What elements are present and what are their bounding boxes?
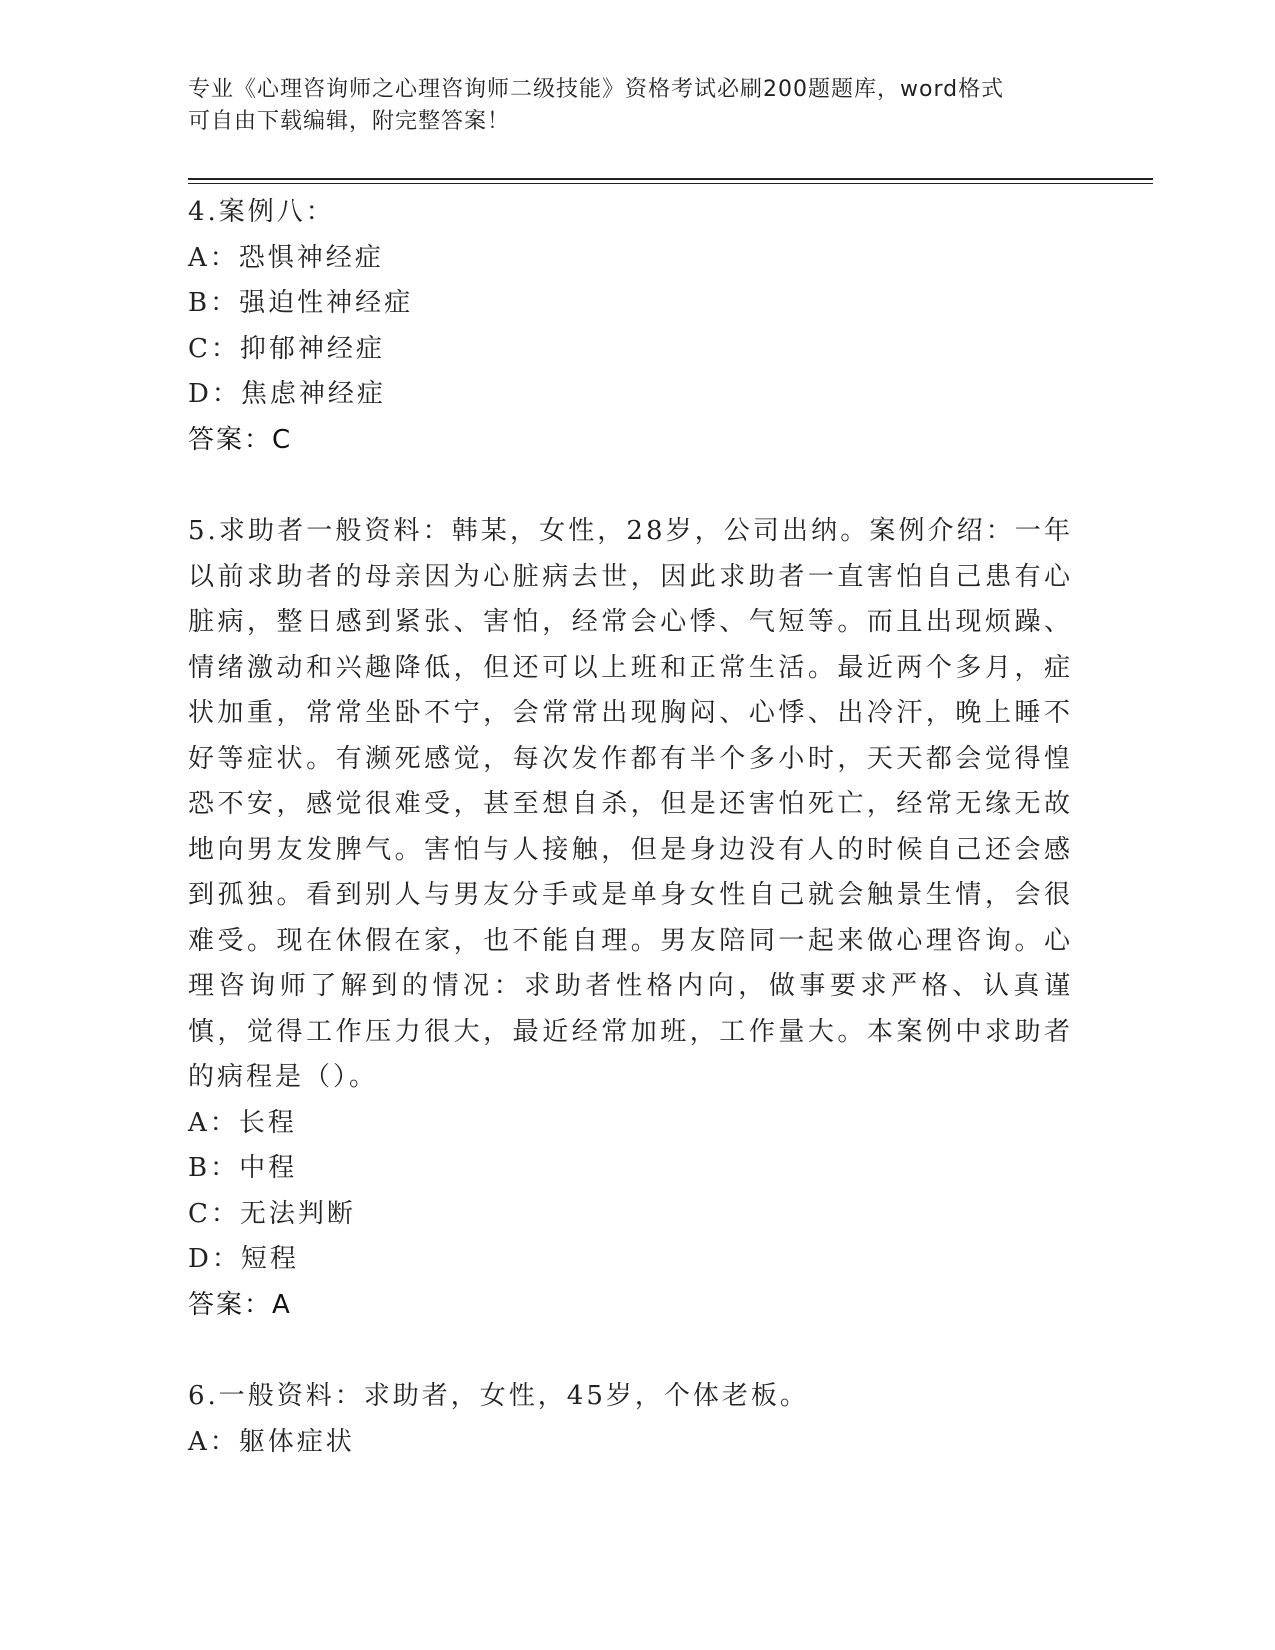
header-title-line-2: 可自由下载编辑，附完整答案！ [188,109,511,134]
option-c: C：抑郁神经症 [188,333,385,364]
option-c: C：无法判断 [188,1198,356,1229]
answer-line: 答案：C [188,424,293,455]
question-list [188,190,1073,1465]
header-title-line-1: 专业《心理咨询师之心理咨询师二级技能》资格考试必刷200题题库，word格式 [188,77,1005,102]
option-a: A：恐惧神经症 [188,242,384,273]
question-spacer [188,463,1073,509]
question-spacer [188,1328,1073,1374]
document-header [188,74,1068,138]
question-4 [188,190,1073,463]
option-a: A：躯体症状 [188,1426,355,1457]
header-divider-thick [188,178,1153,180]
question-stem: 5.求助者一般资料：韩某，女性，28岁，公司出纳。案例介绍：一年以前求助者的母亲因为心脏病去世，因此求助者一直害怕自己患有心脏病，整日感到紧张、害怕，经常会心悸、气短等。而且出现烦躁、情绪激动和兴趣降低，但还可以上班和正常生活。最近两个多月，症状加重，常常坐卧不宁，会常常出现胸闷、心悸、出冷汗，晚上睡不好等症状。有濒死感觉，每次发作都有半个多小时，天天都会觉得惶恐不安，感觉很难受，甚至想自杀，但是还害怕死亡，经常无缘无故地向男友发脾气。害怕与人接触，但是身边没有人的时候自己还会感到孤独。看到别人与男友分手或是单身女性自己就会触景生情，会很难受。现在休假在家，也不能自理。男友陪同一起来做心理咨询。心理咨询师了解到的情况：求助者性格内向，做事要求严格、认真谨慎，觉得工作压力很大，最近经常加班，工作量大。本案例中求助者的病程是（）。 [188,516,1073,1092]
answer-line: 答案：A [188,1289,292,1320]
question-6 [188,1374,1073,1465]
option-d: D：焦虑神经症 [188,379,386,409]
question-5 [188,509,1073,1328]
question-stem: 4.案例八： [188,197,335,227]
question-stem: 6.一般资料：求助者，女性，45岁，个体老板。 [188,1381,809,1411]
option-b: B：中程 [188,1153,298,1183]
option-a: A：长程 [188,1107,297,1138]
header-divider-thin [188,183,1153,184]
option-d: D：短程 [188,1244,299,1274]
option-b: B：强迫性神经症 [188,288,414,318]
